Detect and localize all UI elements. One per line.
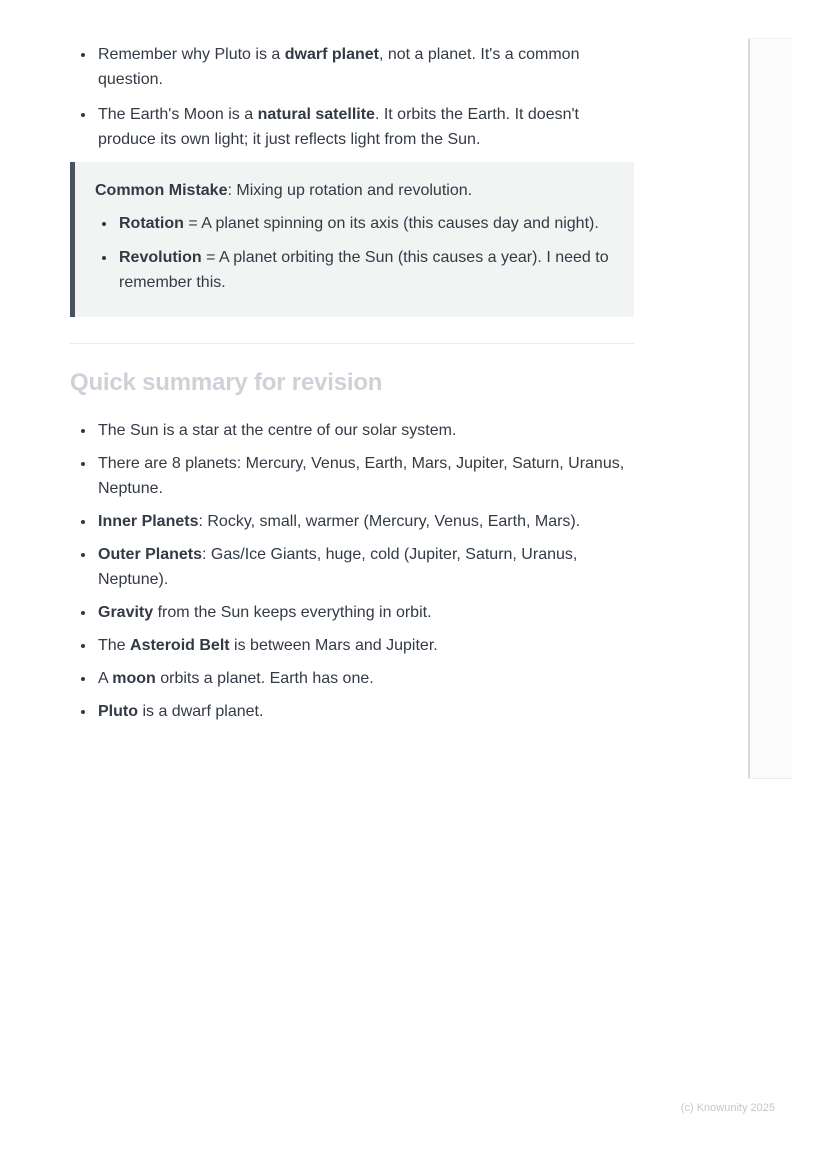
text-run: is a dwarf planet. xyxy=(138,703,264,720)
callout-list xyxy=(95,211,614,295)
text-run: from the Sun keeps everything in orbit. xyxy=(153,604,432,621)
list-item xyxy=(96,633,634,658)
footer-copyright: (c) Knowunity 2025 xyxy=(680,1102,775,1114)
text-run: . It orbits the Earth. It doesn't produce its own light; it just reflects light from the Sun. xyxy=(98,106,579,148)
bold-text: Pluto xyxy=(98,703,138,720)
list-item xyxy=(117,245,614,295)
text-run: is between Mars and Jupiter. xyxy=(229,637,438,654)
text-run: , not a planet. It's a common question. xyxy=(98,46,580,88)
text-run: Remember why Pluto is a xyxy=(98,46,285,63)
list-item xyxy=(96,451,634,501)
next-page-preview[interactable] xyxy=(748,38,792,779)
list-item xyxy=(117,211,614,236)
list-item xyxy=(96,666,634,691)
text-run: The xyxy=(98,637,131,654)
text-run: : Gas/Ice Giants, huge, cold (Jupiter, Saturn, Uranus, Neptune). xyxy=(98,546,578,588)
bold-text: Inner Planets xyxy=(98,513,199,530)
bold-text: moon xyxy=(112,670,156,687)
list-item xyxy=(96,102,634,152)
bold-text: dwarf planet xyxy=(284,46,379,63)
list-item xyxy=(96,542,634,592)
callout-common-mistake xyxy=(70,162,634,317)
text-run: = A planet spinning on its axis (this causes day and night). xyxy=(183,215,599,232)
text-run: : Mixing up rotation and revolution. xyxy=(227,182,473,199)
text-run: The Earth's Moon is a xyxy=(98,106,258,123)
bold-text: Outer Planets xyxy=(98,546,203,563)
bold-text: natural satellite xyxy=(257,106,375,123)
bold-text: Common Mistake xyxy=(95,182,228,199)
list-item xyxy=(96,699,634,724)
bold-text: Revolution xyxy=(119,249,202,266)
list-item xyxy=(96,509,634,534)
text-run: orbits a planet. Earth has one. xyxy=(155,670,374,687)
bold-text: Asteroid Belt xyxy=(130,637,230,654)
list-item xyxy=(96,600,634,625)
text-run: The Sun is a star at the centre of our solar system. xyxy=(98,422,457,439)
note-content xyxy=(70,42,634,732)
list-item xyxy=(96,418,634,443)
bold-text: Gravity xyxy=(98,604,154,621)
text-run: : Rocky, small, warmer (Mercury, Venus, Earth, Mars). xyxy=(198,513,581,530)
intro-list xyxy=(70,42,634,152)
section-divider xyxy=(70,343,634,344)
list-item xyxy=(96,42,634,92)
text-run: There are 8 planets: Mercury, Venus, Earth, Mars, Jupiter, Saturn, Uranus, Neptune. xyxy=(98,455,625,497)
bold-text: Rotation xyxy=(119,215,184,232)
summary-heading: Quick summary for revision xyxy=(70,369,383,396)
text-run: = A planet orbiting the Sun (this causes a year). I need to remember this. xyxy=(119,249,609,291)
callout-title xyxy=(95,178,614,203)
text-run: A xyxy=(98,670,113,687)
summary-list xyxy=(70,418,634,724)
